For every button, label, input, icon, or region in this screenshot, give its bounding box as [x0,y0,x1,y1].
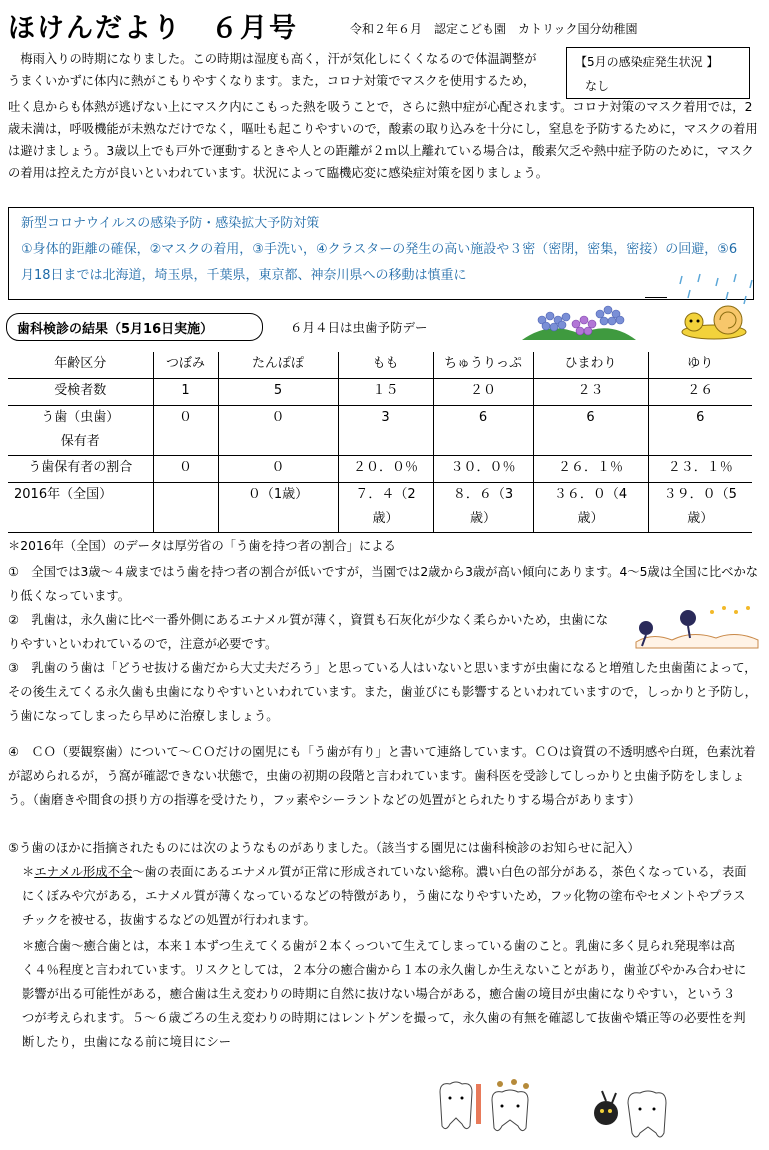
table-cell: １５ [338,379,433,406]
table-row [8,483,752,533]
table-cell [153,483,218,533]
finding-enamel-text: ～歯の表面にあるエナメル質が正常に形成されていない総称。濃い白色の部分がある，茶色くなっている，表面にくぼみや穴がある，エナメル質が薄くなっているなどの特徴があり，う歯になりやすいため，フッ化物の塗布やセメントやプラスチックを被せる，抜歯するなどの処置が行われます。 [22,865,747,927]
table-cell: ３６．０（4歳） [533,483,648,533]
newsletter-title: ほけんだより ６月号 [8,13,298,44]
table-cell: ０ [153,406,218,456]
infection-status-box [566,47,750,99]
table-cell: 2016年（全国） [8,483,153,533]
table-cell: ３０．０％ [433,456,533,483]
table-cell: ２０．０％ [338,456,433,483]
intro-line-1: 梅雨入りの時期になりました。この時期は湿度も高く，汗が気化しにくくなるので体温調整が [20,52,537,66]
table-cell: ３９．０（5歳） [648,483,752,533]
table-cell: 1 [153,379,218,406]
point-5: ⑤う歯のほかに指摘されたものには次のようなものがありました。（該当する園児には歯科検診のお知らせに記入） [8,841,640,855]
table-header-cell: つぼみ [153,352,218,379]
table-row [8,379,752,406]
table-cell: ０ [218,406,338,456]
table-cell: ７．４（2歳） [338,483,433,533]
table-header-cell: たんぽぽ [218,352,338,379]
infection-status-heading: 【5月の感染症発生状況 】 [575,55,719,69]
point-4: ④ ＣＯ（要観察歯）について～ＣＯだけの園児にも「う歯が有り」と書いて連絡しています。ＣＯは資質の不透明感や白斑，色素沈着が認められるが，う窩が確認できない状態で，虫歯の初期の段階と言われています。歯科医を受診してしっかりと虫歯予防をしましょう。（歯磨きや間食の摂り方の指導を受けたり，フッ素やシーラントなどの処置がとられたりする場合があります） [8,745,756,807]
finding-enamel-term: エナメル形成不全 [34,865,133,879]
finding-enamel-hypoplasia: ＊エナメル形成不全～歯の表面にあるエナメル質が正常に形成されていない総称。濃い白色の部分がある，茶色くなっている，表面にくぼみや穴がある，エナメル質が薄くなっているなどの特徴があり，う歯になりやすいため，フッ化物の塗布やセメントやプラスチックを被せる，抜歯するなどの処置が行われます。 [22,865,747,927]
table-header-cell: 年齢区分 [8,352,153,379]
snail-icon [672,272,762,344]
table-row [8,456,752,483]
table-cell: う歯（虫歯）保有者 [8,406,153,456]
intro-line-2: うまくいかずに体内に熱がこもりやすくなります。また，コロナ対策でマスクを使用するため， [8,74,536,88]
cavity-prevention-day: ６月４日は虫歯予防デー [290,320,428,335]
table-header-cell: ゆり [648,352,752,379]
table-cell: ２６．１％ [533,456,648,483]
table-header-cell: もも [338,352,433,379]
table-cell: ０ [218,456,338,483]
table-cell: ２３．１％ [648,456,752,483]
data-source-note: ＊2016年（全国）のデータは厚労省の「う歯を持つ者の割合」による [8,539,396,553]
table-cell: う歯保有者の割合 [8,456,153,483]
table-cell: 6 [533,406,648,456]
table-cell: ２３ [533,379,648,406]
tooth-battle-icon [632,602,762,650]
table-cell: ０（1歳） [218,483,338,533]
point-1: ① 全国では3歳～４歳まではう歯を持つ者の割合が低いですが，当園では2歳から3歳が高い傾向にあります。4～5歳は全国に比べかなり低くなっています。 [8,565,759,603]
finding-fused-teeth: ＊癒合歯～癒合歯とは，本来１本ずつ生えてくる歯が２本くっついて生えてしまっている歯のこと。乳歯に多く見られ発現率は高く４％程度と言われています。リスクとしては，２本分の癒合歯から１本の永久歯しか生えないことがあり，歯並びやかみ合わせに影響が出る可能性がある，癒合歯は生え変わりの時期に自然に抜けない場合がある，癒合歯の境目が虫歯になりやすい，という３つが考えられます。５～６歳ごろの生え変わりの時期にはレントゲンを撮って，永久歯の有無を確認して抜歯や矯正等の必要性を判断したり，虫歯になる前に境目にシー [22,939,747,1049]
covid-prevention-box [8,207,754,300]
divider [645,297,667,298]
covid-box-body: ①身体的距離の確保，②マスクの着用，③手洗い，④クラスターの発生の高い施設や３密（密閉，密集，密接）の回避，⑤6月18日までは北海道，埼玉県，千葉県，東京都、神奈川県への移動は慎重に [21,242,738,283]
table-cell: ２６ [648,379,752,406]
point-2: ② 乳歯は，永久歯に比べ一番外側にあるエナメル質が薄く，資質も石灰化が少なく柔らかいため，虫歯になりやすいといわれているので，注意が必要です。 [8,613,609,651]
covid-box-title: 新型コロナウイルスの感染予防・感染拡大予防対策 [21,216,320,231]
hydrangea-icon [520,300,638,344]
table-cell: 6 [433,406,533,456]
table-cell: 受検者数 [8,379,153,406]
toothbrush-tooth-icon [430,1078,540,1138]
point-3: ③ 乳歯のう歯は「どうせ抜ける歯だから大丈夫だろう」と思っている人はいないと思いますが虫歯になると増殖した虫歯菌によって，その後生えてくる永久歯も虫歯になりやすいといわれています。また，歯並びにも影響するといわれていますので，しっかりと予防し，う歯になってしまったら早めに治療しましょう。 [8,661,757,723]
header-info: 令和２年６月 認定こども園 カトリック国分幼稚園 [350,22,638,36]
table-header-cell: ひまわり [533,352,648,379]
dental-results-table [8,352,752,533]
intro-paragraph [8,48,548,92]
dental-checkup-banner [6,313,263,341]
table-header-cell: ちゅうりっぷ [433,352,533,379]
table-cell: 5 [218,379,338,406]
table-cell: ０ [153,456,218,483]
germ-tooth-icon [588,1083,668,1143]
table-cell: 3 [338,406,433,456]
dental-checkup-title: 歯科検診の結果（5月16日実施） [17,322,214,337]
infection-status-value: なし [585,79,610,93]
table-cell: 6 [648,406,752,456]
intro-paragraph-rest: 吐く息からも体熱が逃げない上にマスク内にこもった熱を吸うことで，さらに熱中症が心配されます。コロナ対策のマスク着用では，2歳未満は，呼吸機能が未熟なだけでなく，嘔吐も起こりやすいので，酸素の取り込みを十分にし，窒息を予防するために，マスクの着用は避けましょう。3歳以上でも戸外で運動するときや人との距離が２ｍ以上離れている場合は，酸素欠乏や熱中症予防のために，マスクの着用は控えた方が良いといわれています。状況によって臨機応変に感染症対策を図りましょう。 [8,100,758,180]
table-cell: ２０ [433,379,533,406]
table-header-row [8,352,752,379]
table-cell: ８．６（3歳） [433,483,533,533]
table-row [8,406,752,456]
